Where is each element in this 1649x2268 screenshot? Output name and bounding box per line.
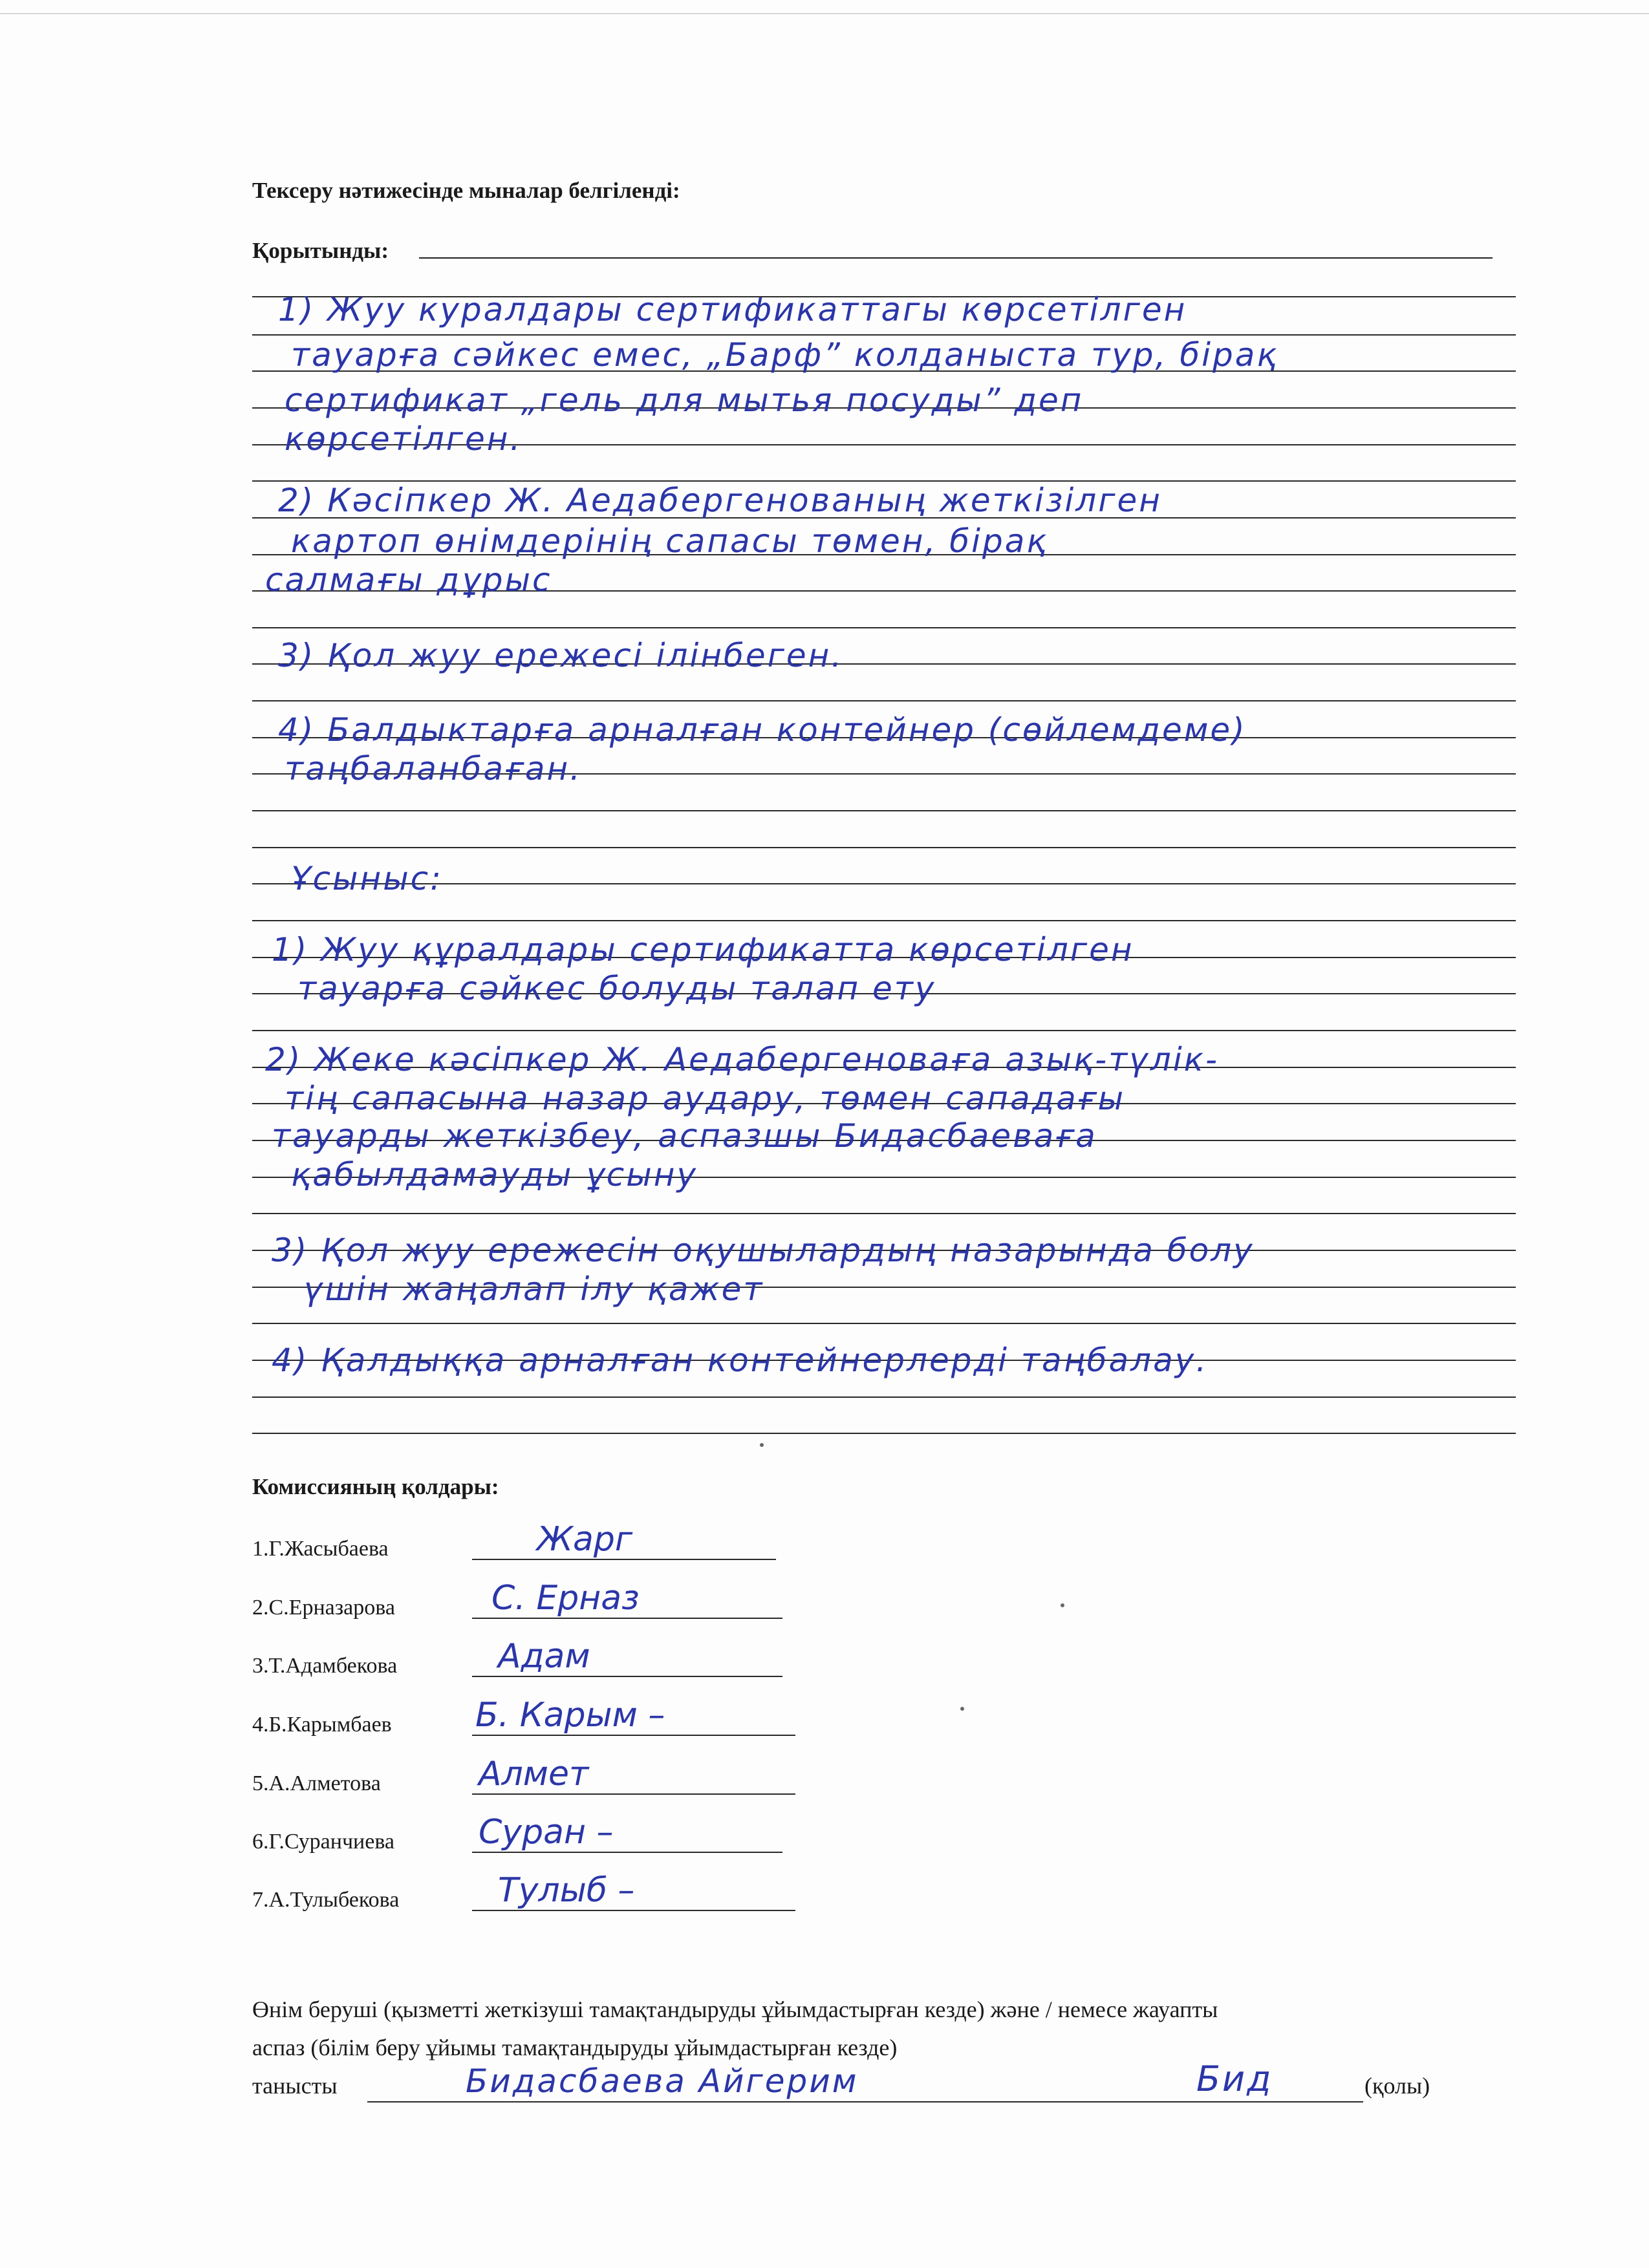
member-signature: С. Ерназ xyxy=(491,1579,640,1618)
signature-row xyxy=(252,1698,808,1744)
conclusion-label: Қорытынды: xyxy=(252,238,389,263)
handwritten-line: тауарды жеткізбеу, аспазшы Бидасбаеваға xyxy=(272,1117,1097,1155)
footer-line-2: аспаз (білім беру ұйымы тамақтандыруды ұйымдастырған кезде) xyxy=(252,2035,898,2060)
member-name: 4.Б.Карымбаев xyxy=(252,1713,392,1737)
signature-row xyxy=(252,1581,795,1627)
familiarized-signature: Бид xyxy=(1196,2059,1273,2099)
handwritten-line: Ұсыныс: xyxy=(291,860,444,897)
ruled-line xyxy=(252,1213,1516,1214)
conclusion-underline xyxy=(419,257,1493,259)
handwritten-line: 4) Балдыктарға арналған контейнер (сөйлемдеме) xyxy=(278,711,1247,749)
handwritten-line: 3) Қол жуу ережесін оқушылардың назарында болу xyxy=(272,1232,1255,1269)
familiarized-label: танысты xyxy=(252,2073,338,2099)
signature-row xyxy=(252,1757,808,1803)
member-signature: Тулыб – xyxy=(498,1871,635,1910)
member-name: 6.Г.Суранчиева xyxy=(252,1830,395,1854)
member-signature: Жарг xyxy=(537,1520,633,1559)
member-signature: Адам xyxy=(498,1637,590,1676)
handwritten-line: картоп өнімдерінің сапасы төмен, бірақ xyxy=(291,522,1048,560)
handwritten-line: 2) Кәсіпкер Ж. Аедабергенованың жеткізілген xyxy=(278,482,1162,519)
signature-line xyxy=(472,1910,795,1911)
signature-label: (қолы) xyxy=(1364,2073,1430,2099)
member-signature: Б. Карым – xyxy=(475,1696,665,1735)
member-name: 3.Т.Адамбекова xyxy=(252,1654,398,1678)
commission-title: Комиссияның қолдары: xyxy=(252,1474,499,1499)
member-signature: Суран – xyxy=(479,1813,614,1852)
handwritten-line: көрсетілген. xyxy=(285,420,523,458)
handwritten-line: салмағы дұрыс xyxy=(265,561,552,599)
signature-line xyxy=(472,1735,795,1736)
handwritten-line: қабылдамауды ұсыну xyxy=(291,1156,698,1193)
member-name: 1.Г.Жасыбаева xyxy=(252,1537,389,1561)
ruled-line xyxy=(252,1433,1516,1434)
signature-row xyxy=(252,1637,795,1685)
handwritten-line: сертификат „гель для мытья посуды” деп xyxy=(285,381,1084,419)
handwritten-line: 2) Жеке кәсіпкер Ж. Аедабергеноваға азық-түлік- xyxy=(265,1041,1219,1078)
ruled-line xyxy=(252,700,1516,701)
handwritten-line: таңбаланбаған. xyxy=(285,750,583,787)
signature-line xyxy=(472,1676,782,1677)
familiarized-underline xyxy=(367,2101,1363,2102)
scan-speck xyxy=(1061,1603,1064,1607)
ruled-line xyxy=(252,1396,1516,1398)
handwritten-line: 1) Жуу куралдары сертификаттагы көрсетілген xyxy=(278,291,1187,328)
member-signature: Алмет xyxy=(479,1755,589,1793)
handwritten-line: 4) Қалдыққа арналған контейнерлерді таңбалау. xyxy=(272,1342,1209,1379)
ruled-line xyxy=(252,334,1516,336)
handwritten-line: 3) Қол жуу ережесі ілінбеген. xyxy=(278,637,844,674)
member-name: 7.А.Тулыбекова xyxy=(252,1888,400,1912)
scan-speck xyxy=(960,1707,964,1711)
signature-row xyxy=(252,1520,795,1568)
familiarized-name: Бидасбаева Айгерим xyxy=(466,2062,859,2100)
handwritten-line: тің сапасына назар аудару, төмен сападағы xyxy=(285,1080,1126,1117)
findings-title: Тексеру нәтижесінде мыналар белгіленді: xyxy=(252,178,680,203)
ruled-line xyxy=(252,1323,1516,1324)
signature-line xyxy=(472,1852,782,1853)
member-name: 5.А.Алметова xyxy=(252,1771,381,1795)
signature-line xyxy=(472,1793,795,1795)
ruled-line xyxy=(252,627,1516,628)
signature-row xyxy=(252,1815,808,1861)
ruled-line xyxy=(252,1030,1516,1031)
ruled-line xyxy=(252,920,1516,921)
signature-row xyxy=(252,1871,808,1919)
handwritten-line: тауарға сәйкес емес, „Барф” колданыста тур, бірақ xyxy=(291,336,1278,374)
signature-line xyxy=(472,1559,776,1560)
handwritten-line: үшін жаңалап ілу қажет xyxy=(304,1270,764,1308)
ruled-line xyxy=(252,847,1516,848)
ruled-line xyxy=(252,810,1516,811)
signature-line xyxy=(472,1618,782,1619)
handwritten-line: 1) Жуу құралдары сертификатта көрсетілген xyxy=(272,931,1134,968)
page-edge xyxy=(0,13,1649,14)
handwritten-line: тауарға сәйкес болуды талап ету xyxy=(297,970,936,1007)
footer-line-1: Өнім беруші (қызметті жеткізуші тамақтандыруды ұйымдастырған кезде) және / немесе жауапты xyxy=(252,1996,1218,2022)
member-name: 2.С.Ерназарова xyxy=(252,1596,395,1620)
scan-speck xyxy=(760,1443,764,1447)
